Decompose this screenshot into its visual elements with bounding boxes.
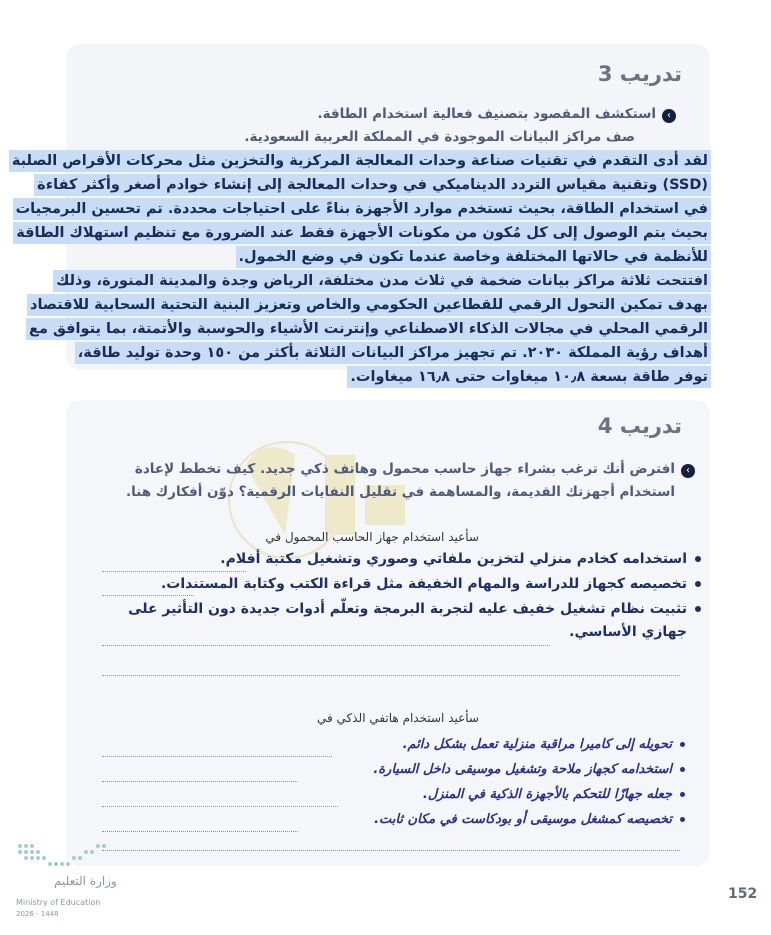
exercise-3-title: تدريب 3 xyxy=(597,62,682,86)
answer-line: لقد أدى التقدم في تقنيات صناعة وحدات المعالجة المركزية والتخزين مثل محركات الأقراص الصلبة xyxy=(9,150,711,172)
answer-line: بهدف تمكين التحول الرقمي للقطاعين الحكومي والخاص وتعزيز البنية التحتية السحابية للاقتصاد xyxy=(27,294,711,316)
ministry-logo xyxy=(14,838,117,918)
exercise-4-question-1: افترض أنك ترغب بشراء جهاز حاسب محمول وهاتف ذكي جديد. كيف تخطط لإعادة xyxy=(134,461,675,477)
answer-line: (SSD) وتقنية مقياس التردد الديناميكي في وحدات المعالجة إلى إنشاء خوادم أصغر وأكثر كفاءة xyxy=(34,174,711,196)
exercise-4-question-2: استخدام أجهزتك القديمة، والمساهمة في تقليل النفايات الرقمية؟ دوّن أفكارك هنا. xyxy=(126,484,675,500)
exercise-3-question-1: استكشف المقصود بتصنيف فعالية استخدام الطاقة. xyxy=(317,106,656,122)
writing-line xyxy=(102,645,550,646)
phone-heading: سأعيد استخدام هاتفي الذكي في xyxy=(316,711,479,725)
writing-line xyxy=(102,675,680,676)
writing-line xyxy=(102,850,680,851)
writing-line xyxy=(102,595,194,596)
chevron-left-icon: ‹ xyxy=(662,109,676,123)
writing-line xyxy=(102,756,332,757)
writing-line xyxy=(102,571,246,572)
answer-line: في استخدام الطاقة، بحيث تستخدم موارد الأجهزة بناءً على احتياجات محددة. تم تحسين البرمجيات xyxy=(13,198,711,220)
writing-line xyxy=(102,781,298,782)
phone-item: تخصيصه كمشغل موسيقى أو بودكاست في مكان ثابت. xyxy=(374,812,685,827)
laptop-item: جهازي الأساسي. xyxy=(569,624,687,640)
writing-line xyxy=(102,831,298,832)
phone-item: تحويله إلى كاميرا مراقبة منزلية تعمل بشكل دائم. xyxy=(403,737,685,752)
ministry-logo-icon xyxy=(14,838,114,874)
phone-item: جعله جهازًا للتحكم بالأجهزة الذكية في المنزل. xyxy=(423,787,685,802)
chevron-left-icon: ‹ xyxy=(681,464,695,478)
answer-line: أهداف رؤية المملكة ٢٠٣٠. تم تجهيز مراكز البيانات الثلاثة بأكثر من ١٥٠ وحدة توليد طاقة، xyxy=(75,342,711,364)
answer-line: بحيث يتم الوصول إلى كل مُكون من مكونات الأجهزة فقط عند الضرورة مع تنظيم استهلاك الطاقة xyxy=(13,222,711,244)
answer-line: الرقمي المحلي في مجالات الذكاء الاصطناعي وإنترنت الأشياء والحوسبة والأتمتة، بما يتوافق مع xyxy=(26,318,711,340)
exercise-3-question-2: صف مراكز البيانات الموجودة في المملكة العربية السعودية. xyxy=(244,129,635,145)
answer-line: توفر طاقة بسعة ١٠٫٨ ميغاوات حتى ١٦٫٨ ميغاوات. xyxy=(347,366,711,388)
ministry-years: 2026 - 1448 xyxy=(16,910,59,918)
writing-line xyxy=(102,806,338,807)
laptop-item: تخصيصه كجهاز للدراسة والمهام الخفيفة مثل قراءة الكتب وكتابة المستندات. xyxy=(161,576,701,592)
laptop-item: استخدامه كخادم منزلي لتخزين ملفاتي وصوري وتشغيل مكتبة أفلام. xyxy=(220,551,701,567)
exercise-4-title: تدريب 4 xyxy=(597,414,682,438)
ministry-name-en: Ministry of Education xyxy=(16,898,101,907)
ministry-name-ar: وزارة التعليم xyxy=(54,874,117,888)
phone-item: استخدامه كجهاز ملاحة وتشغيل موسيقى داخل السيارة. xyxy=(373,762,685,777)
page-number: 152 xyxy=(728,886,758,902)
answer-line: للأنظمة في حالاتها المختلفة وخاصة عندما تكون في وضع الخمول. xyxy=(236,246,711,268)
answer-line: افتتحت ثلاثة مراكز بيانات ضخمة في ثلاث مدن مختلفة، الرياض وجدة والمدينة المنورة، وذلك xyxy=(53,270,711,292)
laptop-item: تثبيت نظام تشغيل خفيف عليه لتجربة البرمجة وتعلّم أدوات جديدة دون التأثير على xyxy=(128,601,701,617)
laptop-heading: سأعيد استخدام جهاز الحاسب المحمول في xyxy=(265,530,479,544)
